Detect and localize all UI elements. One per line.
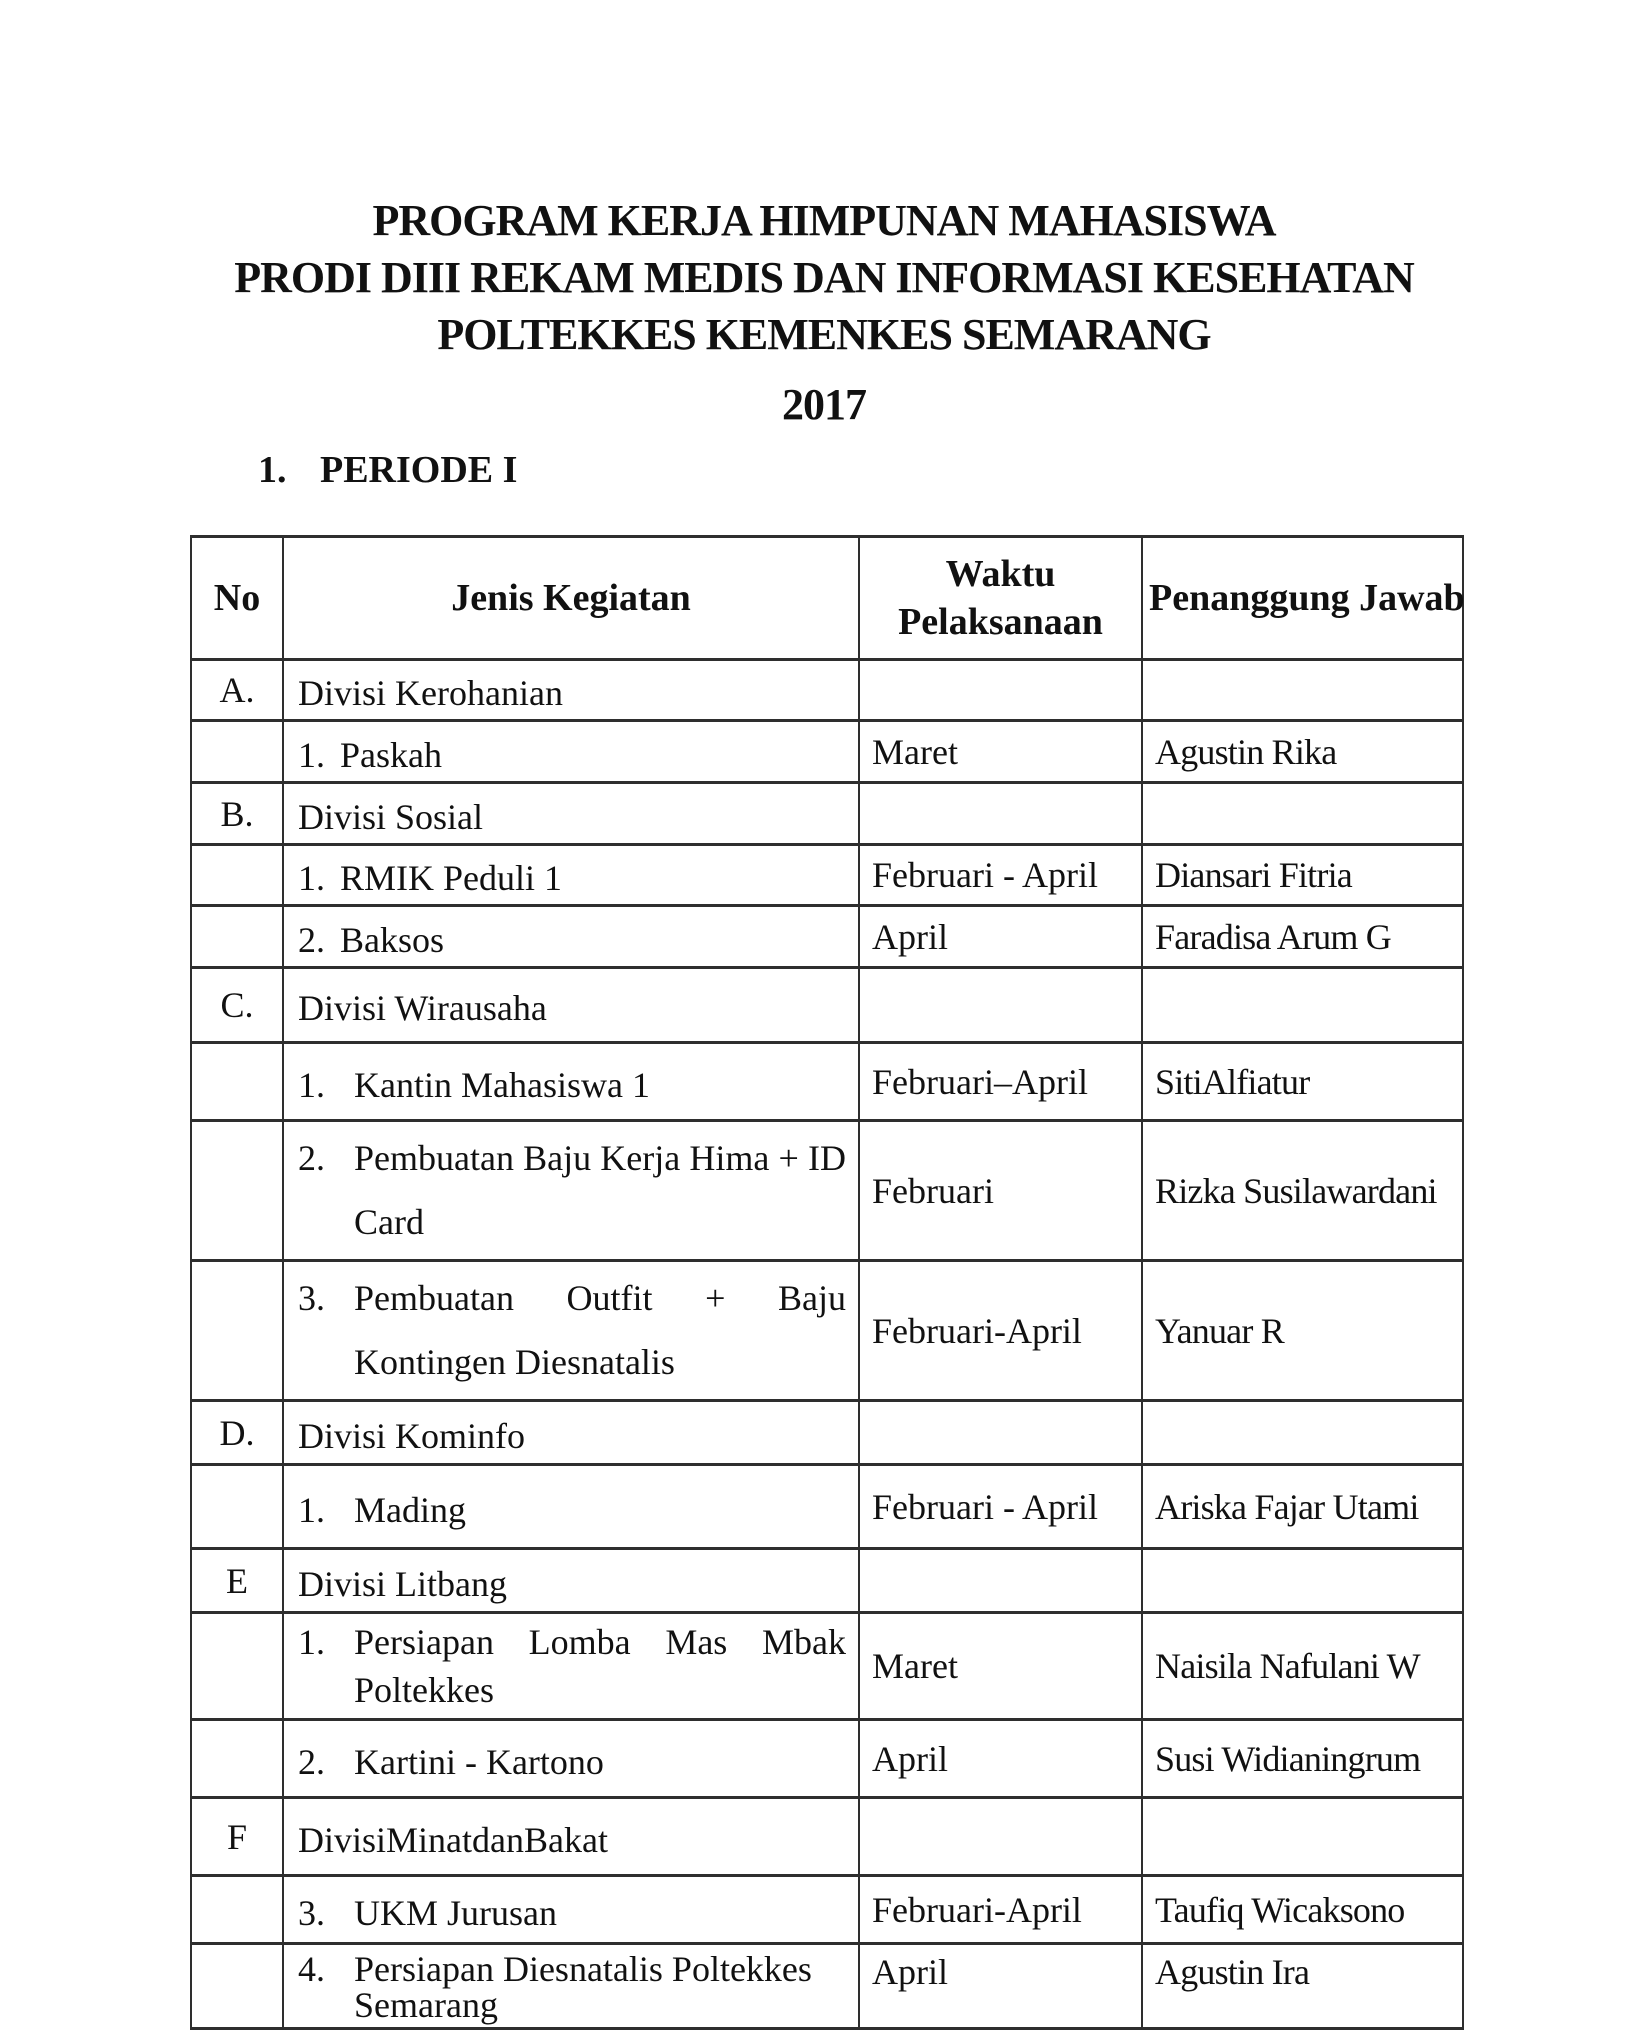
cell-kegiatan: 3. Pembuatan Outfit + Baju Kontingen Diesnatalis <box>283 1261 859 1401</box>
cell-penanggung-jawab: Yanuar R <box>1142 1261 1463 1401</box>
cell-penanggung-jawab <box>1142 968 1463 1043</box>
cell-kegiatan: Divisi Sosial <box>283 783 859 845</box>
table-row <box>191 1798 1463 1876</box>
cell-waktu: April <box>859 906 1142 968</box>
cell-no <box>191 845 283 906</box>
cell-waktu: Maret <box>859 1613 1142 1720</box>
cell-penanggung-jawab: Rizka Susilawardani <box>1142 1121 1463 1261</box>
cell-penanggung-jawab <box>1142 660 1463 721</box>
table-row <box>191 845 1463 906</box>
table-row <box>191 906 1463 968</box>
cell-penanggung-jawab: Agustin Ira <box>1142 1944 1463 2029</box>
cell-penanggung-jawab: SitiAlfiatur <box>1142 1043 1463 1121</box>
cell-penanggung-jawab: Naisila Nafulani W <box>1142 1613 1463 1720</box>
cell-no <box>191 1613 283 1720</box>
cell-no: B. <box>191 783 283 845</box>
cell-penanggung-jawab <box>1142 1401 1463 1465</box>
table-row <box>191 1613 1463 1720</box>
cell-no <box>191 1465 283 1549</box>
section-number: 1. <box>258 449 287 491</box>
cell-kegiatan: DivisiMinatdanBakat <box>283 1798 859 1876</box>
cell-kegiatan: 2. Pembuatan Baju Kerja Hima + ID Card <box>283 1121 859 1261</box>
table-row <box>191 1720 1463 1798</box>
header-no: No <box>191 537 283 660</box>
cell-no <box>191 1720 283 1798</box>
cell-waktu: Februari–April <box>859 1043 1142 1121</box>
cell-waktu <box>859 783 1142 845</box>
table-row <box>191 1876 1463 1944</box>
cell-kegiatan: Divisi Kominfo <box>283 1401 859 1465</box>
cell-no: A. <box>191 660 283 721</box>
cell-waktu <box>859 660 1142 721</box>
cell-no <box>191 1121 283 1261</box>
cell-waktu: Februari - April <box>859 845 1142 906</box>
cell-waktu: April <box>859 1944 1142 2029</box>
cell-penanggung-jawab <box>1142 783 1463 845</box>
cell-penanggung-jawab: Susi Widianingrum <box>1142 1720 1463 1798</box>
cell-kegiatan: 1. RMIK Peduli 1 <box>283 845 859 906</box>
cell-no: F <box>191 1798 283 1876</box>
table-row <box>191 783 1463 845</box>
table-row <box>191 660 1463 721</box>
cell-penanggung-jawab <box>1142 1549 1463 1613</box>
table-row <box>191 1401 1463 1465</box>
cell-waktu: Februari - April <box>859 1465 1142 1549</box>
cell-kegiatan: 3. UKM Jurusan <box>283 1876 859 1944</box>
cell-no <box>191 1876 283 1944</box>
cell-penanggung-jawab: Faradisa Arum G <box>1142 906 1463 968</box>
cell-no: D. <box>191 1401 283 1465</box>
cell-kegiatan: Divisi Wirausaha <box>283 968 859 1043</box>
cell-penanggung-jawab <box>1142 1798 1463 1876</box>
cell-waktu <box>859 1798 1142 1876</box>
cell-no: E <box>191 1549 283 1613</box>
cell-no: C. <box>191 968 283 1043</box>
cell-penanggung-jawab: Diansari Fitria <box>1142 845 1463 906</box>
table-row <box>191 1549 1463 1613</box>
section-heading <box>258 442 517 499</box>
table-row <box>191 1121 1463 1261</box>
title-year: 2017 <box>782 380 866 429</box>
cell-kegiatan: 2. Kartini - Kartono <box>283 1720 859 1798</box>
header-jenis-kegiatan: Jenis Kegiatan <box>283 537 859 660</box>
cell-no <box>191 1043 283 1121</box>
cell-kegiatan: 4. Persiapan Diesnatalis Poltekkes Semarang <box>283 1944 859 2029</box>
table-row <box>191 968 1463 1043</box>
cell-kegiatan: Divisi Kerohanian <box>283 660 859 721</box>
header-penanggung-jawab: Penanggung Jawab <box>1142 537 1463 660</box>
cell-penanggung-jawab: Ariska Fajar Utami <box>1142 1465 1463 1549</box>
cell-no <box>191 1944 283 2029</box>
table-row <box>191 1944 1463 2029</box>
cell-penanggung-jawab: Taufiq Wicaksono <box>1142 1876 1463 1944</box>
cell-waktu: April <box>859 1720 1142 1798</box>
cell-waktu: Februari-April <box>859 1261 1142 1401</box>
title-line-1: PROGRAM KERJA HIMPUNAN MAHASISWA <box>372 196 1276 245</box>
cell-waktu <box>859 1549 1142 1613</box>
table-row <box>191 1261 1463 1401</box>
table-row <box>191 1043 1463 1121</box>
cell-kegiatan: 2. Baksos <box>283 906 859 968</box>
cell-no <box>191 906 283 968</box>
cell-kegiatan: 1. Paskah <box>283 721 859 783</box>
cell-kegiatan: 1. Kantin Mahasiswa 1 <box>283 1043 859 1121</box>
cell-waktu <box>859 1401 1142 1465</box>
cell-kegiatan: 1. Persiapan Lomba Mas Mbak Poltekkes <box>283 1613 859 1720</box>
cell-waktu: Februari-April <box>859 1876 1142 1944</box>
cell-no <box>191 721 283 783</box>
title-line-3: POLTEKKES KEMENKES SEMARANG <box>437 310 1211 359</box>
cell-no <box>191 1261 283 1401</box>
document-title <box>0 192 1648 433</box>
table-row <box>191 721 1463 783</box>
cell-kegiatan: 1. Mading <box>283 1465 859 1549</box>
title-line-2: PRODI DIII REKAM MEDIS DAN INFORMASI KESEHATAN <box>234 253 1414 302</box>
cell-kegiatan: Divisi Litbang <box>283 1549 859 1613</box>
cell-waktu: Maret <box>859 721 1142 783</box>
table-row <box>191 1465 1463 1549</box>
cell-penanggung-jawab: Agustin Rika <box>1142 721 1463 783</box>
section-label: PERIODE I <box>320 449 518 491</box>
header-waktu-pelaksanaan: Waktu Pelaksanaan <box>859 537 1142 660</box>
cell-waktu: Februari <box>859 1121 1142 1261</box>
table-header-row <box>191 537 1463 660</box>
program-table <box>190 535 1464 2030</box>
cell-waktu <box>859 968 1142 1043</box>
